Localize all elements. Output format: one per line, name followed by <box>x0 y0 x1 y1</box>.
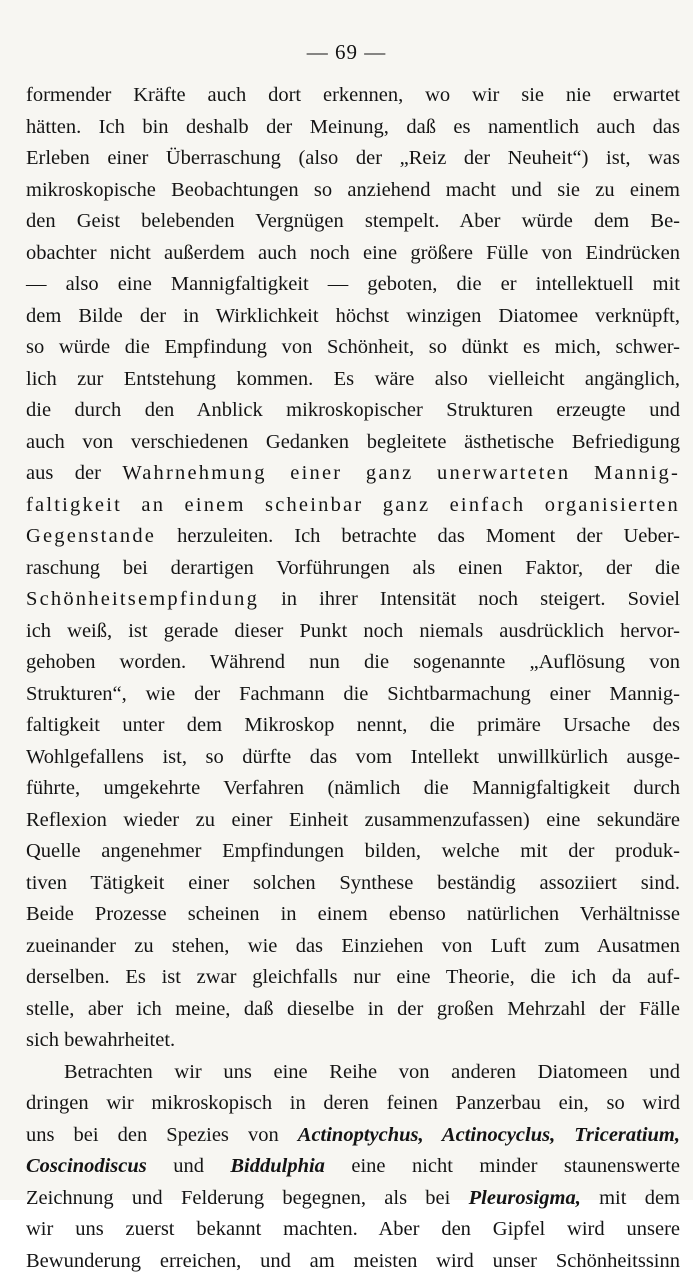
species-names: Actinoptychus, Actinocyclus, Triceratium, <box>298 1124 680 1146</box>
species-name: Biddulphia <box>230 1155 325 1177</box>
text-line: dem Bilde der in Wirklichkeit höchst winzigen Diatomee verknüpft, <box>26 301 680 333</box>
text-segment: in ihrer Intensität noch steigert. Soviel <box>281 588 680 610</box>
text-line: Erleben einer Überraschung (also der „Reiz der Neuheit“) ist, was <box>26 143 680 175</box>
text-segment: mit dem <box>599 1187 680 1209</box>
text-line: Beide Prozesse scheinen in einem ebenso natürlichen Verhältnisse <box>26 899 680 931</box>
text-line: mikroskopische Beobachtungen so anziehend macht und sie zu einem <box>26 175 680 207</box>
text-segment: herzuleiten. Ich betrachte das Moment der Ueber- <box>177 525 680 547</box>
text-line: faltigkeit unter dem Mikroskop nennt, die primäre Ursache des <box>26 710 680 742</box>
text-line <box>26 584 680 616</box>
text-line: lich zur Entstehung kommen. Es wäre also vielleicht angänglich, <box>26 364 680 396</box>
text-line: Quelle angenehmer Empfindungen bilden, welche mit der produk- <box>26 836 680 868</box>
text-line <box>26 1151 680 1183</box>
text-line: die durch den Anblick mikroskopischer Strukturen erzeugte und <box>26 395 680 427</box>
text-line: dringen wir mikroskopisch in deren feinen Panzerbau ein, so wird <box>26 1088 680 1120</box>
text-line: sich bewahrheitet. <box>26 1025 680 1057</box>
text-line: obachter nicht außerdem auch noch eine größere Fülle von Eindrücken <box>26 238 680 270</box>
text-line: so würde die Empfindung von Schönheit, so dünkt es mich, schwer- <box>26 332 680 364</box>
text-line: auch von verschiedenen Gedanken begleitete ästhetische Befriedigung <box>26 427 680 459</box>
species-name: Pleurosigma, <box>469 1187 581 1209</box>
text-segment: aus der <box>26 462 101 484</box>
spaced-emphasis: Wahrnehmung einer ganz unerwarteten Mannig- <box>122 462 680 484</box>
text-line: Strukturen“, wie der Fachmann die Sichtbarmachung einer Mannig- <box>26 679 680 711</box>
text-line: stelle, aber ich meine, daß dieselbe in der großen Mehrzahl der Fälle <box>26 994 680 1026</box>
text-line: Betrachten wir uns eine Reihe von anderen Diatomeen und <box>26 1057 680 1089</box>
text-line <box>26 458 680 490</box>
text-line: raschung bei derartigen Vorführungen als einen Faktor, der die <box>26 553 680 585</box>
text-line <box>26 1120 680 1152</box>
text-line: zueinander zu stehen, wie das Einziehen von Luft zum Ausatmen <box>26 931 680 963</box>
paragraph-1 <box>26 80 680 1057</box>
species-name: Coscinodiscus <box>26 1155 147 1177</box>
text-line: ich weiß, ist gerade dieser Punkt noch niemals ausdrücklich hervor- <box>26 616 680 648</box>
spaced-emphasis: Gegenstande <box>26 525 156 547</box>
text-line: derselben. Es ist zwar gleichfalls nur eine Theorie, die ich da auf- <box>26 962 680 994</box>
text-line: formender Kräfte auch dort erkennen, wo wir sie nie erwartet <box>26 80 680 112</box>
text-line: tiven Tätigkeit einer solchen Synthese beständig assoziiert sind. <box>26 868 680 900</box>
text-line: wir uns zuerst bekannt machten. Aber den Gipfel wird unsere <box>26 1214 680 1246</box>
spaced-emphasis: Schönheitsempfindung <box>26 588 259 610</box>
text-line: den Geist belebenden Vergnügen stempelt. Aber würde dem Be- <box>26 206 680 238</box>
text-segment: uns bei den Spezies von <box>26 1124 279 1146</box>
text-line: führte, umgekehrte Verfahren (nämlich die Mannigfaltigkeit durch <box>26 773 680 805</box>
text-segment: eine nicht minder staunenswerte <box>351 1155 680 1177</box>
text-line: — also eine Mannigfaltigkeit — geboten, die er intellektuell mit <box>26 269 680 301</box>
text-line: Wohlgefallens ist, so dürfte das vom Intellekt unwillkürlich ausge- <box>26 742 680 774</box>
paragraph-2 <box>26 1057 680 1277</box>
text-line <box>26 1183 680 1215</box>
text-line: Reflexion wieder zu einer Einheit zusammenzufassen) eine sekundäre <box>26 805 680 837</box>
text-line: faltigkeit an einem scheinbar ganz einfach organisierten <box>26 490 680 522</box>
text-line: gehoben worden. Während nun die sogenannte „Auflösung von <box>26 647 680 679</box>
text-line: Bewunderung erreichen, und am meisten wird unser Schönheitssinn <box>26 1246 680 1277</box>
text-line: hätten. Ich bin deshalb der Meinung, daß es namentlich auch das <box>26 112 680 144</box>
text-segment: Zeichnung und Felderung begegnen, als bei <box>26 1187 450 1209</box>
text-line <box>26 521 680 553</box>
text-segment: und <box>173 1155 204 1177</box>
page-number: — 69 — <box>0 40 693 65</box>
body-text <box>26 80 680 1277</box>
